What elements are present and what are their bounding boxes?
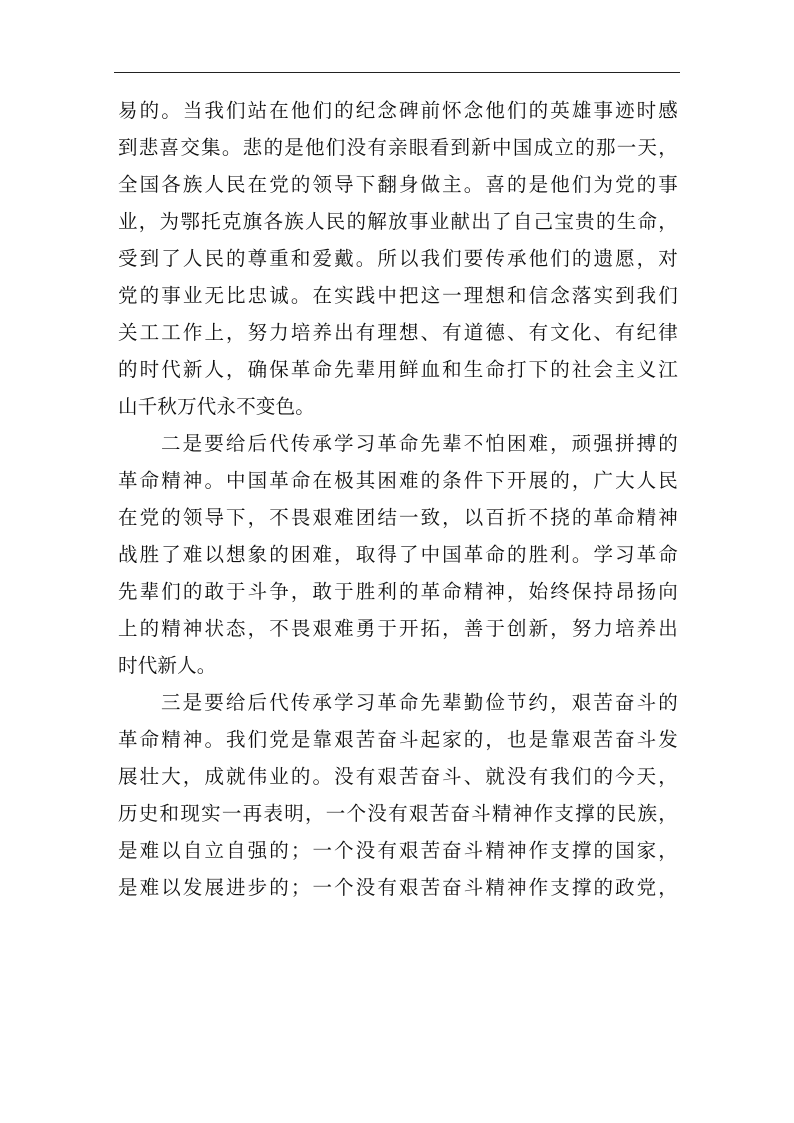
text-line: 受到了人民的尊重和爱戴。所以我们要传承他们的遗愿，对 [118, 247, 678, 270]
body-text [118, 92, 678, 906]
text-line: 在党的领导下，不畏艰难团结一致，以百折不挠的革命精神 [118, 506, 678, 529]
text-line: 全国各族人民在党的领导下翻身做主。喜的是他们为党的事 [118, 173, 678, 196]
text-line: 党的事业无比忠诚。在实践中把这一理想和信念落实到我们 [118, 284, 678, 307]
text-line: 关工工作上，努力培养出有理想、有道德、有文化、有纪律 [118, 321, 678, 344]
text-line: 易的。当我们站在他们的纪念碑前怀念他们的英雄事迹时感 [118, 99, 678, 122]
header-rule [114, 72, 680, 73]
text-line: 山千秋万代永不变色。 [118, 395, 316, 418]
paragraph-start-line: 三是要给后代传承学习革命先辈勤俭节约，艰苦奋斗的 [161, 691, 678, 714]
text-line: 到悲喜交集。悲的是他们没有亲眼看到新中国成立的那一天， [118, 136, 678, 159]
text-line: 战胜了难以想象的困难，取得了中国革命的胜利。学习革命 [118, 543, 678, 566]
text-line: 革命精神。中国革命在极其困难的条件下开展的，广大人民 [118, 469, 678, 492]
text-line: 是难以自立自强的；一个没有艰苦奋斗精神作支撑的国家， [118, 839, 678, 862]
text-line: 革命精神。我们党是靠艰苦奋斗起家的，也是靠艰苦奋斗发 [118, 728, 678, 751]
text-line: 是难以发展进步的；一个没有艰苦奋斗精神作支撑的政党， [118, 876, 678, 899]
text-line: 上的精神状态，不畏艰难勇于开拓，善于创新，努力培养出 [118, 617, 678, 640]
paragraph-start-line: 二是要给后代传承学习革命先辈不怕困难，顽强拼搏的 [161, 432, 678, 455]
text-line: 历史和现实一再表明，一个没有艰苦奋斗精神作支撑的民族， [118, 802, 678, 825]
text-line: 展壮大，成就伟业的。没有艰苦奋斗、就没有我们的今天， [118, 765, 678, 788]
text-line: 时代新人。 [118, 654, 217, 677]
text-line: 先辈们的敢于斗争，敢于胜利的革命精神，始终保持昂扬向 [118, 580, 678, 603]
text-line: 业，为鄂托克旗各族人民的解放事业献出了自己宝贵的生命， [118, 210, 678, 233]
text-line: 的时代新人，确保革命先辈用鲜血和生命打下的社会主义江 [118, 358, 678, 381]
